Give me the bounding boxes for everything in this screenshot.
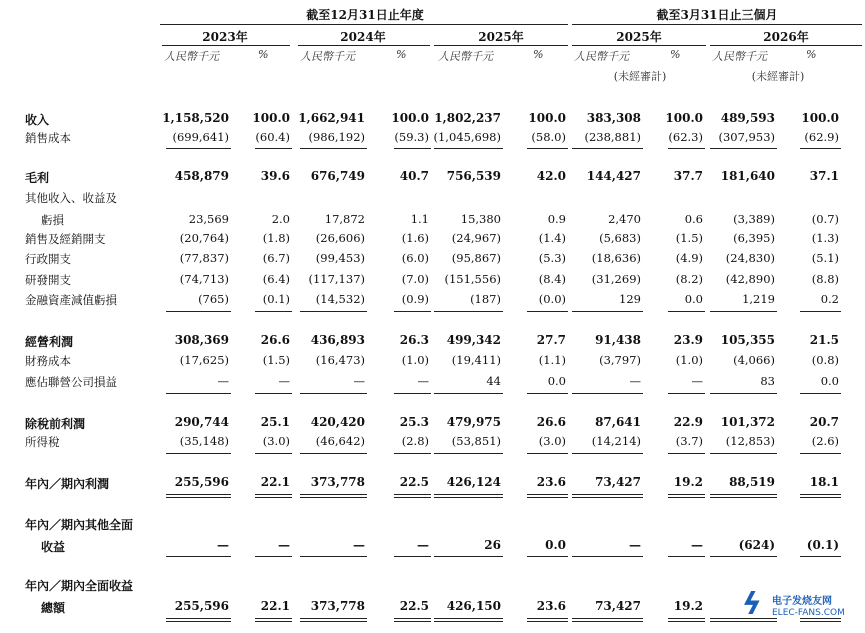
amount-cell: 479,975 [446, 415, 501, 429]
year-header-2023: 2023年 [202, 30, 248, 44]
subtotal-rule [800, 311, 841, 312]
percent-cell: 37.1 [809, 169, 839, 183]
total-double-rule [668, 618, 705, 622]
table-row [0, 353, 865, 373]
percent-cell: (0.0) [538, 292, 566, 306]
table-row [0, 374, 865, 394]
total-double-rule [668, 494, 705, 498]
year-rule-q2026 [710, 45, 862, 46]
table-row [0, 475, 865, 495]
unit-pct-2023: % [258, 48, 269, 61]
subtotal-rule [668, 311, 705, 312]
subtotal-rule [166, 393, 231, 394]
amount-cell: (765) [198, 292, 229, 306]
subtotal-rule [668, 556, 705, 557]
percent-cell: (0.8) [811, 353, 839, 367]
row-label: 經營利潤 [25, 335, 74, 349]
amount-cell: 73,427 [595, 599, 641, 613]
subtotal-rule [394, 393, 431, 394]
percent-cell: (0.7) [811, 212, 839, 226]
watermark-logo [742, 586, 862, 630]
percent-cell: (8.2) [675, 272, 703, 286]
table-row [0, 190, 865, 232]
percent-cell: 23.6 [536, 599, 566, 613]
amount-cell: (16,473) [315, 353, 365, 367]
total-double-rule [300, 618, 367, 622]
percent-cell: (3.0) [538, 434, 566, 448]
amount-cell: (986,192) [308, 130, 365, 144]
amount-cell: (24,967) [451, 231, 501, 245]
unaudited-note-q2025: (未經審計) [613, 70, 667, 83]
amount-cell: 17,872 [324, 212, 365, 226]
year-rule-2025 [434, 45, 568, 46]
watermark-url: ELEC-FANS.COM [772, 608, 845, 618]
subtotal-rule [434, 393, 503, 394]
percent-cell: (5.1) [811, 251, 839, 265]
group-header-three-months: 截至3月31日止三個月 [656, 8, 778, 22]
amount-cell: (20,764) [179, 231, 229, 245]
subtotal-rule [572, 556, 643, 557]
amount-cell: 88,519 [729, 475, 775, 489]
amount-cell: 144,427 [586, 169, 641, 183]
year-header-2024: 2024年 [340, 30, 386, 44]
unit-amount-q2026: 人民幣千元 [712, 50, 767, 63]
percent-cell: (1.8) [262, 231, 290, 245]
table-row [0, 434, 865, 454]
row-label: 行政開支 [25, 252, 71, 266]
table-row [0, 169, 865, 189]
subtotal-rule [710, 393, 777, 394]
total-double-rule [166, 494, 231, 498]
amount-cell: 1,158,520 [162, 111, 229, 125]
table-row [0, 516, 865, 558]
row-label: 財務成本 [25, 354, 71, 368]
percent-cell: 100.0 [665, 111, 703, 125]
amount-cell: — [217, 538, 229, 552]
amount-cell: 420,420 [310, 415, 365, 429]
subtotal-rule [527, 311, 568, 312]
unit-pct-2025: % [533, 48, 544, 61]
percent-cell: (59.3) [394, 130, 429, 144]
subtotal-rule [527, 393, 568, 394]
percent-cell: (1.0) [401, 353, 429, 367]
percent-cell: (1.3) [811, 231, 839, 245]
percent-cell: (3.0) [262, 434, 290, 448]
subtotal-rule [255, 393, 292, 394]
watermark-title: 电子发烧友网 [772, 596, 832, 607]
amount-cell: (26,606) [315, 231, 365, 245]
percent-cell: (1.5) [675, 231, 703, 245]
amount-cell: 181,640 [720, 169, 775, 183]
total-double-rule [710, 494, 777, 498]
subtotal-rule [710, 556, 777, 557]
amount-cell: — [629, 374, 641, 388]
percent-cell: — [691, 374, 703, 388]
percent-cell: 20.7 [809, 415, 839, 429]
amount-cell: 308,369 [174, 333, 229, 347]
amount-cell: 489,593 [720, 111, 775, 125]
row-label: 金融資產減值虧損 [25, 293, 117, 307]
subtotal-rule [255, 148, 292, 149]
subtotal-rule [434, 311, 503, 312]
lightning-logo-icon: ϟ [742, 587, 762, 622]
amount-cell: 23,569 [188, 212, 229, 226]
percent-cell: (62.3) [668, 130, 703, 144]
row-label-continued: 虧損 [41, 213, 64, 227]
percent-cell: (2.8) [401, 434, 429, 448]
percent-cell: — [417, 538, 429, 552]
amount-cell: (77,837) [179, 251, 229, 265]
year-header-q2025: 2025年 [616, 30, 662, 44]
amount-cell: 105,355 [720, 333, 775, 347]
amount-cell: 426,150 [446, 599, 501, 613]
percent-cell: 40.7 [399, 169, 429, 183]
percent-cell: 100.0 [528, 111, 566, 125]
unit-pct-q2026: % [806, 48, 817, 61]
table-row [0, 111, 865, 131]
percent-cell: (2.6) [811, 434, 839, 448]
subtotal-rule [166, 148, 231, 149]
percent-cell: (6.7) [262, 251, 290, 265]
percent-cell: (0.9) [401, 292, 429, 306]
amount-cell: — [629, 538, 641, 552]
subtotal-rule [166, 453, 231, 454]
row-label: 銷售及經銷開支 [25, 232, 106, 246]
subtotal-rule [668, 393, 705, 394]
row-label: 除稅前利潤 [25, 417, 86, 431]
amount-cell: (17,625) [179, 353, 229, 367]
percent-cell: 19.2 [673, 475, 703, 489]
total-double-rule [255, 494, 292, 498]
amount-cell: 373,778 [310, 475, 365, 489]
amount-cell: (24,830) [725, 251, 775, 265]
percent-cell: (3.7) [675, 434, 703, 448]
subtotal-rule [800, 556, 841, 557]
percent-cell: 100.0 [391, 111, 429, 125]
amount-cell: 426,124 [446, 475, 501, 489]
subtotal-rule [166, 556, 231, 557]
percent-cell: (8.8) [811, 272, 839, 286]
unit-amount-q2025: 人民幣千元 [574, 50, 629, 63]
year-header-q2026: 2026年 [763, 30, 809, 44]
subtotal-rule [527, 148, 568, 149]
amount-cell: (19,411) [451, 353, 501, 367]
amount-cell: (151,556) [444, 272, 501, 286]
unaudited-note-q2026: (未經審計) [751, 70, 805, 83]
row-label: 年內／期內其他全面 [25, 518, 134, 532]
group-header-fiscal-year: 截至12月31日止年度 [306, 8, 424, 22]
amount-cell: 1,662,941 [298, 111, 365, 125]
year-rule-2024 [298, 45, 430, 46]
subtotal-rule [394, 453, 431, 454]
percent-cell: (60.4) [255, 130, 290, 144]
percent-cell: 42.0 [536, 169, 566, 183]
subtotal-rule [255, 556, 292, 557]
amount-cell: 499,342 [446, 333, 501, 347]
row-label: 毛利 [25, 171, 50, 185]
percent-cell: 26.6 [536, 415, 566, 429]
total-double-rule [255, 618, 292, 622]
subtotal-rule [300, 311, 367, 312]
amount-cell: 73,427 [595, 475, 641, 489]
group-rule-three-months [572, 24, 862, 25]
row-label-continued: 總額 [41, 601, 66, 615]
amount-cell: (117,137) [308, 272, 365, 286]
amount-cell: (699,641) [172, 130, 229, 144]
amount-cell: 15,380 [460, 212, 501, 226]
table-row [0, 292, 865, 312]
amount-cell: 255,596 [174, 475, 229, 489]
total-double-rule [800, 494, 841, 498]
amount-cell: (4,066) [733, 353, 775, 367]
subtotal-rule [710, 311, 777, 312]
amount-cell: 1,219 [742, 292, 775, 306]
unit-pct-q2025: % [670, 48, 681, 61]
row-label: 應佔聯營公司損益 [25, 375, 117, 389]
total-double-rule [300, 494, 367, 498]
percent-cell: 18.1 [809, 475, 839, 489]
amount-cell: 373,778 [310, 599, 365, 613]
percent-cell: 22.5 [399, 599, 429, 613]
amount-cell: (5,683) [599, 231, 641, 245]
percent-cell: (6.4) [262, 272, 290, 286]
subtotal-rule [668, 453, 705, 454]
unit-amount-2024: 人民幣千元 [300, 50, 355, 63]
amount-cell: 255,596 [174, 599, 229, 613]
table-row [0, 272, 865, 292]
table-row [0, 231, 865, 251]
percent-cell: 100.0 [801, 111, 839, 125]
total-double-rule [572, 494, 643, 498]
amount-cell: 101,372 [720, 415, 775, 429]
subtotal-rule [394, 311, 431, 312]
subtotal-rule [300, 148, 367, 149]
percent-cell: 19.2 [673, 599, 703, 613]
subtotal-rule [527, 453, 568, 454]
table-row [0, 415, 865, 435]
subtotal-rule [166, 311, 231, 312]
percent-cell: (1.0) [675, 353, 703, 367]
row-label: 收入 [25, 113, 50, 127]
row-label-continued: 收益 [41, 540, 66, 554]
amount-cell: (187) [470, 292, 501, 306]
percent-cell: — [278, 538, 290, 552]
row-label: 研發開支 [25, 273, 71, 287]
percent-cell: (0.1) [262, 292, 290, 306]
table-row [0, 130, 865, 150]
percent-cell: 39.6 [260, 169, 290, 183]
row-label: 其他收入、收益及 [25, 191, 117, 205]
amount-cell: (14,214) [591, 434, 641, 448]
percent-cell: 0.2 [820, 292, 839, 306]
subtotal-rule [710, 148, 777, 149]
percent-cell: 21.5 [809, 333, 839, 347]
percent-cell: (1.6) [401, 231, 429, 245]
amount-cell: (35,148) [179, 434, 229, 448]
percent-cell: 0.0 [684, 292, 703, 306]
percent-cell: 23.6 [536, 475, 566, 489]
percent-cell: 26.6 [260, 333, 290, 347]
amount-cell: — [353, 538, 365, 552]
percent-cell: 0.9 [547, 212, 566, 226]
year-header-2025: 2025年 [478, 30, 524, 44]
year-rule-q2025 [572, 45, 706, 46]
percent-cell: 22.1 [260, 475, 290, 489]
unit-pct-2024: % [396, 48, 407, 61]
subtotal-rule [434, 453, 503, 454]
subtotal-rule [572, 453, 643, 454]
amount-cell: 290,744 [174, 415, 229, 429]
percent-cell: (1.1) [538, 353, 566, 367]
amount-cell: (46,642) [315, 434, 365, 448]
unit-amount-2025: 人民幣千元 [438, 50, 493, 63]
subtotal-rule [800, 393, 841, 394]
subtotal-rule [572, 148, 643, 149]
total-double-rule [166, 618, 231, 622]
amount-cell: 87,641 [595, 415, 641, 429]
total-double-rule [434, 618, 503, 622]
percent-cell: 1.1 [410, 212, 429, 226]
percent-cell: 0.0 [545, 538, 566, 552]
table-row [0, 251, 865, 271]
percent-cell: (62.9) [804, 130, 839, 144]
amount-cell: (6,395) [733, 231, 775, 245]
percent-cell: 0.0 [820, 374, 839, 388]
percent-cell: 27.7 [536, 333, 566, 347]
percent-cell: 37.7 [673, 169, 703, 183]
amount-cell: 129 [619, 292, 641, 306]
row-label: 年內／期內利潤 [25, 477, 110, 491]
amount-cell: (307,953) [718, 130, 775, 144]
total-double-rule [527, 494, 568, 498]
amount-cell: 44 [486, 374, 501, 388]
percent-cell: (1.4) [538, 231, 566, 245]
table-row [0, 333, 865, 353]
year-rule-2023 [162, 45, 290, 46]
percent-cell: (6.0) [401, 251, 429, 265]
subtotal-rule [572, 311, 643, 312]
percent-cell: 22.1 [260, 599, 290, 613]
percent-cell: 2.0 [271, 212, 290, 226]
amount-cell: — [353, 374, 365, 388]
total-double-rule [394, 494, 431, 498]
subtotal-rule [572, 393, 643, 394]
amount-cell: (74,713) [179, 272, 229, 286]
amount-cell: (3,797) [599, 353, 641, 367]
table-row [0, 577, 865, 619]
amount-cell: (18,636) [591, 251, 641, 265]
subtotal-rule [394, 556, 431, 557]
percent-cell: — [691, 538, 703, 552]
amount-cell: 436,893 [310, 333, 365, 347]
row-label: 年內／期內全面收益 [25, 579, 134, 593]
amount-cell: (3,389) [733, 212, 775, 226]
amount-cell: 676,749 [310, 169, 365, 183]
subtotal-rule [527, 556, 568, 557]
subtotal-rule [255, 453, 292, 454]
subtotal-rule [668, 148, 705, 149]
subtotal-rule [300, 393, 367, 394]
subtotal-rule [300, 453, 367, 454]
percent-cell: 25.1 [260, 415, 290, 429]
amount-cell: — [217, 374, 229, 388]
total-double-rule [394, 618, 431, 622]
percent-cell: 22.9 [673, 415, 703, 429]
subtotal-rule [800, 148, 841, 149]
amount-cell: (624) [738, 538, 775, 552]
amount-cell: (1,045,698) [433, 130, 501, 144]
percent-cell: (58.0) [531, 130, 566, 144]
subtotal-rule [710, 453, 777, 454]
subtotal-rule [434, 556, 503, 557]
subtotal-rule [434, 148, 503, 149]
percent-cell: 22.5 [399, 475, 429, 489]
amount-cell: (53,851) [451, 434, 501, 448]
percent-cell: (0.1) [806, 538, 839, 552]
percent-cell: — [278, 374, 290, 388]
amount-cell: 383,308 [586, 111, 641, 125]
subtotal-rule [300, 556, 367, 557]
percent-cell: (7.0) [401, 272, 429, 286]
percent-cell: (1.5) [262, 353, 290, 367]
amount-cell: 2,470 [608, 212, 641, 226]
subtotal-rule [800, 453, 841, 454]
percent-cell: 25.3 [399, 415, 429, 429]
percent-cell: 26.3 [399, 333, 429, 347]
amount-cell: 26 [484, 538, 501, 552]
percent-cell: 23.9 [673, 333, 703, 347]
amount-cell: (95,867) [451, 251, 501, 265]
unit-amount-2023: 人民幣千元 [164, 50, 219, 63]
amount-cell: 83 [760, 374, 775, 388]
amount-cell: (42,890) [725, 272, 775, 286]
subtotal-rule [394, 148, 431, 149]
amount-cell: (31,269) [591, 272, 641, 286]
group-rule-fiscal-year [160, 24, 568, 25]
percent-cell: 0.0 [547, 374, 566, 388]
percent-cell: 100.0 [252, 111, 290, 125]
percent-cell: — [417, 374, 429, 388]
percent-cell: 0.6 [684, 212, 703, 226]
percent-cell: (8.4) [538, 272, 566, 286]
row-label: 所得稅 [25, 435, 60, 449]
amount-cell: (12,853) [725, 434, 775, 448]
amount-cell: (14,532) [315, 292, 365, 306]
total-double-rule [527, 618, 568, 622]
total-double-rule [572, 618, 643, 622]
percent-cell: (5.3) [538, 251, 566, 265]
amount-cell: 91,438 [595, 333, 641, 347]
amount-cell: 458,879 [174, 169, 229, 183]
amount-cell: (238,881) [584, 130, 641, 144]
percent-cell: (4.9) [675, 251, 703, 265]
row-label: 銷售成本 [25, 131, 71, 145]
total-double-rule [434, 494, 503, 498]
amount-cell: (99,453) [315, 251, 365, 265]
subtotal-rule [255, 311, 292, 312]
amount-cell: 1,802,237 [434, 111, 501, 125]
amount-cell: 756,539 [446, 169, 501, 183]
